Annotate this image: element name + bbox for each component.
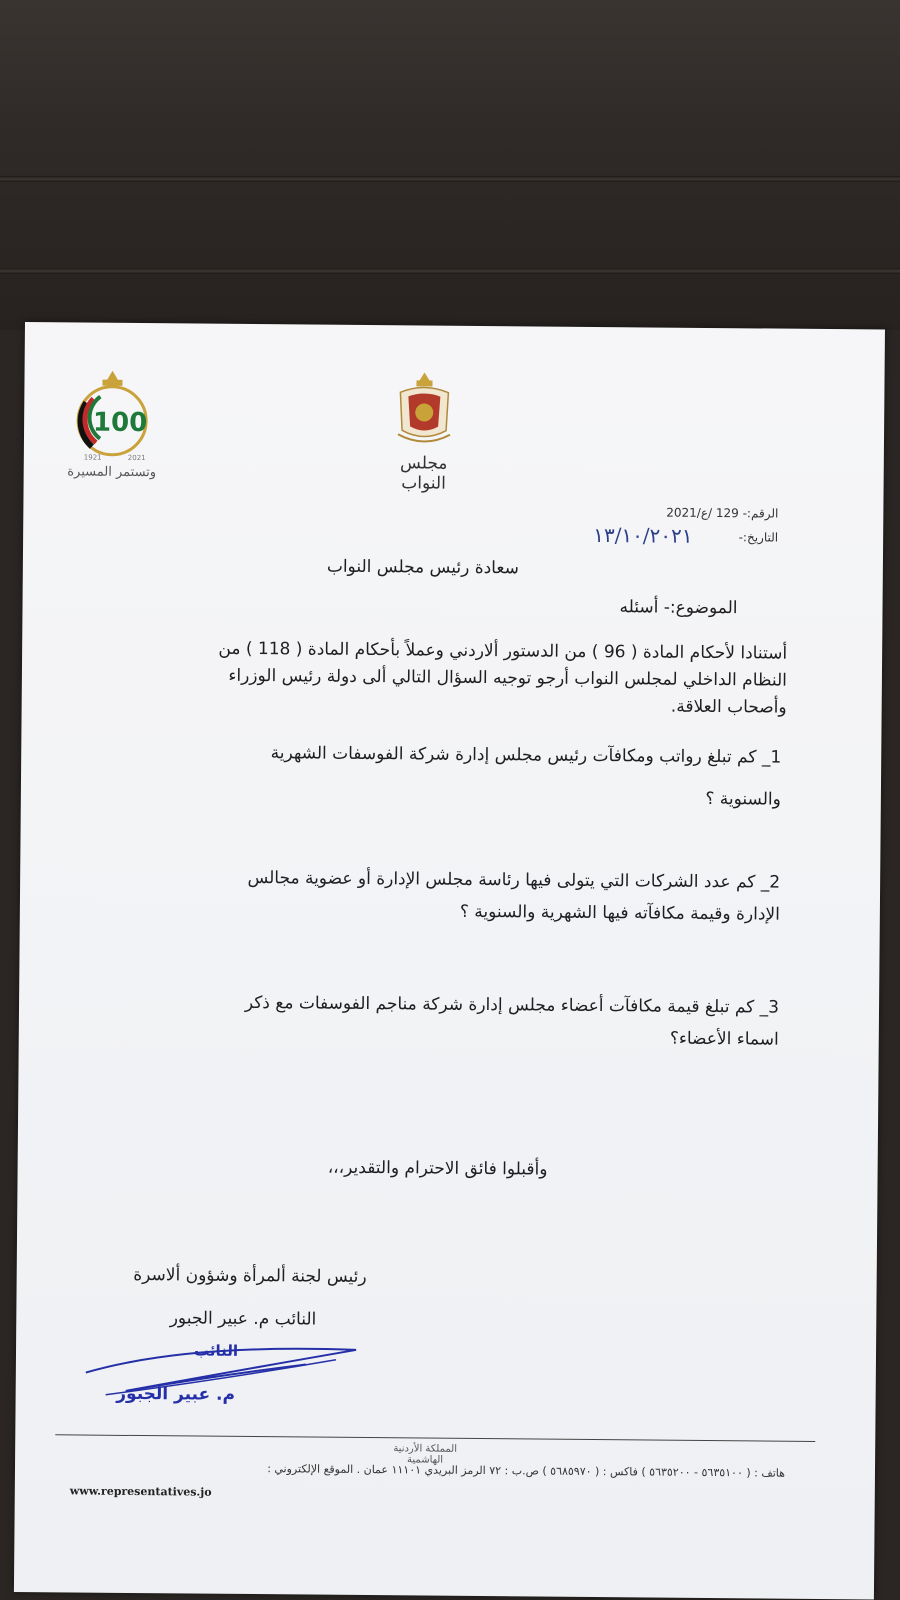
centenary-caption: وتستمر المسيرة bbox=[67, 464, 157, 481]
svg-text:1921: 1921 bbox=[83, 453, 102, 462]
svg-text:2021: 2021 bbox=[127, 453, 146, 463]
stamp-title: النائب bbox=[193, 1341, 239, 1360]
intro-paragraph bbox=[87, 635, 788, 722]
folder-fold-line bbox=[0, 176, 900, 182]
signatory-name: النائب م. عبير الجبور bbox=[169, 1308, 317, 1330]
question-3: 3_ كم تبلغ قيمة مكافآت أعضاء مجلس إدارة شركة مناجم الفوسفات مع ذكر اسماء الأعضاء؟ bbox=[244, 992, 780, 1050]
jordan-coat-of-arms-icon bbox=[394, 370, 455, 451]
reference-label: الرقم:- bbox=[742, 506, 779, 521]
emblem-caption: مجلس النواب bbox=[399, 453, 448, 494]
date-label: التاريخ:- bbox=[738, 530, 779, 545]
intro-line: النظام الداخلي لمجلس النواب أرجو توجيه السؤال التالي ألى دولة رئيس الوزراء bbox=[228, 665, 787, 691]
signature-stamp bbox=[65, 1332, 366, 1415]
closing-line: وأقبلوا فائق الاحترام والتقدير،،، bbox=[327, 1157, 548, 1180]
signatory-role: رئيس لجنة ألمرأة وشؤون ألاسرة bbox=[133, 1264, 367, 1288]
stamp-name: م. عبير الجبور bbox=[116, 1383, 236, 1405]
question-1: 1_ كم تبلغ رواتب ومكافآت رئيس مجلس إدارة شركة الفوسفات الشهرية والسنوية ؟ bbox=[270, 743, 782, 810]
addressee: سعادة رئيس مجلس النواب bbox=[326, 556, 519, 579]
folder-fold-line bbox=[0, 268, 900, 274]
subject-line: الموضوع:- أسئله bbox=[619, 597, 738, 619]
reference-number bbox=[666, 506, 778, 521]
centenary-number: 100 bbox=[92, 407, 148, 439]
footer-divider bbox=[55, 1434, 815, 1442]
reference-value: 129 /ع/2021 bbox=[666, 505, 739, 521]
date-handwritten: ١٣/١٠/٢٠٢١ bbox=[593, 522, 693, 548]
intro-line: أستنادا لأحكام المادة ( 96 ) من الدستور ألاردني وعملاً بأحكام المادة ( 118 ) من bbox=[218, 638, 788, 664]
footer-logo: المملكة الأردنية الهاشمية bbox=[393, 1443, 458, 1466]
footer-website: www.representatives.jo bbox=[69, 1484, 212, 1499]
intro-line: وأصحاب العلاقة. bbox=[670, 696, 787, 718]
leather-folder-background bbox=[0, 0, 900, 330]
footer-contact: هاتف : ( ٥٦٣٥١٠٠ - ٥٦٣٥٢٠٠ ) فاكس : ( ٥٦٨٥٩٧٠ ) ص.ب : ٧٢ الرمز البريدي ١١١٠١ عمان . الموقع الإلكتروني : bbox=[267, 1462, 786, 1480]
letter-paper bbox=[14, 322, 885, 1599]
question-2: 2_ كم عدد الشركات التي يتولى فيها رئاسة مجلس الإدارة أو عضوية مجالس الإدارة وقيمة مكافآته فيها الشهرية والسنوية ؟ bbox=[247, 867, 781, 925]
centenary-logo bbox=[62, 362, 163, 463]
